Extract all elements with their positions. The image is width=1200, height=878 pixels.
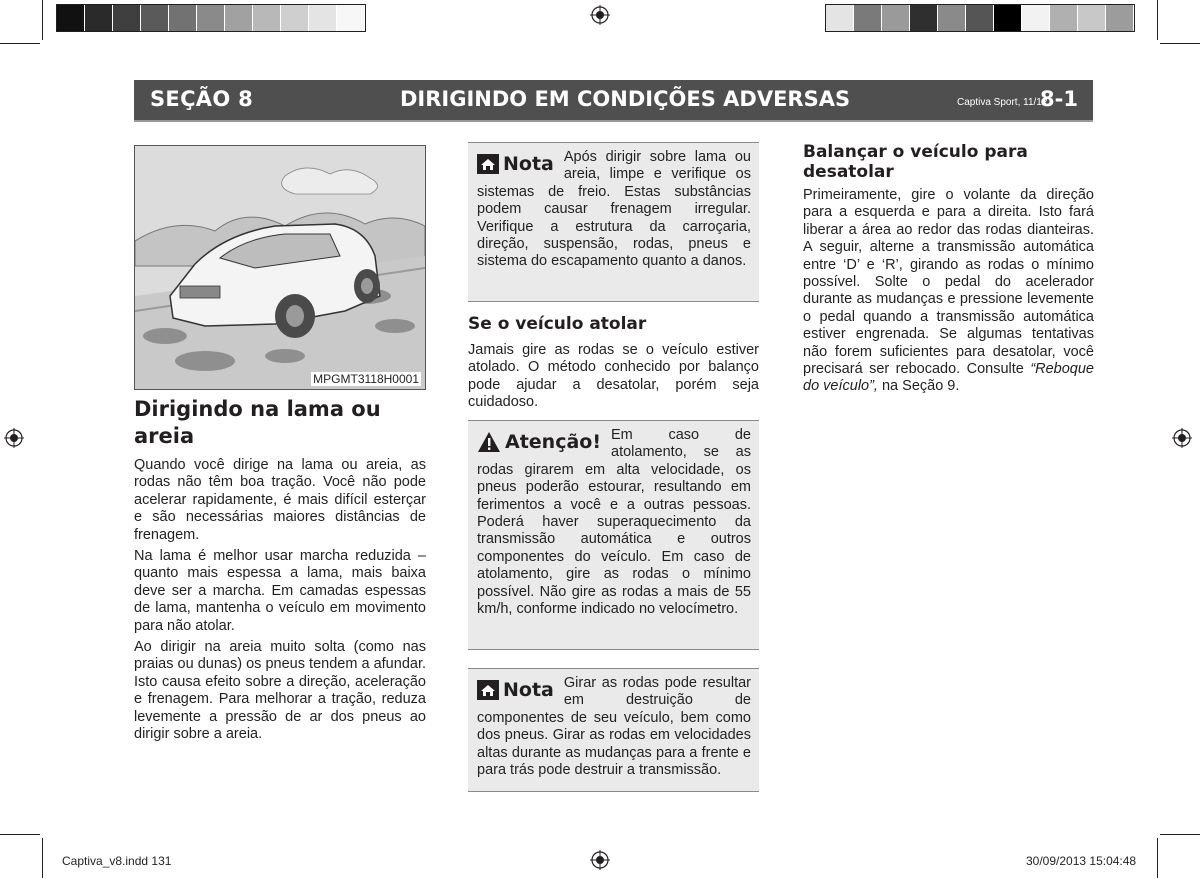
color-swatch: [994, 5, 1022, 31]
note-text: Girar as rodas pode resultar em destruição de componentes de seu veículo, bem como dos pneus. Girar as rodas em velocidades altas durante as mudanças para a frente e para trás pode destruir a transmissão.: [477, 675, 751, 779]
section-title: DIRIGINDO EM CONDIÇÕES ADVERSAS: [400, 87, 851, 111]
note-icon: [477, 154, 499, 174]
color-swatch: [197, 5, 225, 31]
registration-mark-icon: [1172, 428, 1192, 448]
color-swatch: [826, 5, 854, 31]
note-label: Nota: [503, 153, 554, 175]
color-swatch: [113, 5, 141, 31]
note-box-cleaning: [468, 142, 759, 302]
crop-mark: [1160, 834, 1200, 835]
crop-mark: [0, 834, 40, 835]
color-swatch: [337, 5, 365, 31]
crop-mark: [42, 0, 43, 40]
crop-mark: [1160, 43, 1200, 44]
paragraph-1: Quando você dirige na lama ou areia, as rodas não têm boa tração. Você não pode acelerar rapidamente, é mais difícil esterçar e são necessárias maiores distâncias de frenagem.: [134, 457, 426, 543]
color-swatch: [854, 5, 882, 31]
section-header: [134, 80, 1093, 122]
warning-text: Em caso de atolamento, se as rodas girarem em alta velocidade, os pneus poderão estourar, resultando em ferimentos a você e a outras pessoas. Poderá haver superaquecimento da transmissão automática e outros componentes do veículo. Em caso de atolamento, gire as rodas o mínimo possível. Não gire as rodas a mais de 55 km/h, conforme indicado no velocímetro.: [477, 427, 751, 618]
color-swatch: [882, 5, 910, 31]
color-bar-left: [56, 4, 366, 32]
color-swatch: [169, 5, 197, 31]
crop-mark: [42, 838, 43, 878]
registration-mark-icon: [590, 850, 610, 870]
note-badge: [477, 153, 554, 175]
crop-mark: [1157, 838, 1158, 878]
note-icon: [477, 680, 499, 700]
color-swatch: [141, 5, 169, 31]
car-illustration-image: [135, 146, 425, 389]
color-swatch: [966, 5, 994, 31]
rocking-text-end: na Seção 9.: [877, 378, 960, 395]
color-swatch: [57, 5, 85, 31]
rocking-text: Primeiramente, gire o volante da direção para a esquerda e para a direita. Isto fará liberar a área ao redor das rodas dianteiras. A seguir, alterne a transmissão automática entre ‘D’ e ‘R’, girando as rodas o mínimo possível. Solte o pedal do acelerador durante as mudanças e pressione levemente o pedal quando a transmissão automática estiver engrenada. Se algumas tentativas não forem suficientes para desatolar, você precisará ser rebocado. Consulte: [803, 187, 1094, 378]
color-swatch: [1078, 5, 1106, 31]
car-in-mud-illustration: [134, 145, 426, 390]
vehicle-model: Captiva Sport, 11/12: [957, 97, 1048, 108]
note-box-wheels: [468, 668, 759, 792]
color-swatch: [281, 5, 309, 31]
color-swatch: [910, 5, 938, 31]
registration-mark-icon: [4, 428, 24, 448]
color-swatch: [225, 5, 253, 31]
color-swatch: [309, 5, 337, 31]
crop-mark: [0, 43, 40, 44]
color-swatch: [1050, 5, 1078, 31]
paragraph-stuck: Jamais gire as rodas se o veículo estiver atolado. O método conhecido por balanço pode ajudar a desatolar, porém seja cuidadoso.: [468, 342, 759, 411]
color-swatch: [85, 5, 113, 31]
warning-box: [468, 420, 759, 650]
color-swatch: [1022, 5, 1050, 31]
paragraph-rocking: [803, 187, 1094, 396]
figure-code: MPGMT3118H0001: [313, 372, 419, 386]
crop-mark: [1157, 0, 1158, 40]
paragraph-2: Na lama é melhor usar marcha reduzida – quanto mais espessa a lama, mais baixa deve ser a marcha. Em camadas espessas de lama, mantenha o veículo em movimento para não atolar.: [134, 548, 426, 634]
color-swatch: [1106, 5, 1134, 31]
note-label: Nota: [503, 679, 554, 701]
color-bar-right: [825, 4, 1135, 32]
warning-badge: [477, 431, 601, 453]
color-swatch: [938, 5, 966, 31]
towing-reference: “Reboque do veículo”,: [803, 361, 1094, 395]
footer-file: Captiva_v8.indd 131: [62, 854, 172, 868]
paragraph-3: Ao dirigir na areia muito solta (como nas praias ou dunas) os pneus tendem a afundar. Isto causa efeito sobre a direção, aceleração e frenagem. Para melhorar a tração, reduza levemente a pressão de ar dos pneus ao dirigir sobre a areia.: [134, 639, 426, 743]
heading-rocking: Balançar o veículo para desatolar: [803, 142, 1028, 182]
warning-label: Atenção!: [505, 431, 602, 453]
heading-stuck-vehicle: Se o veículo atolar: [468, 314, 647, 334]
color-swatch: [253, 5, 281, 31]
page-number: 8-1: [1040, 87, 1078, 111]
heading-mud-sand: Dirigindo na lama ou areia: [134, 397, 381, 448]
section-number: SEÇÃO 8: [150, 87, 254, 111]
footer-datetime: 30/09/2013 15:04:48: [1026, 854, 1137, 868]
note-text: Após dirigir sobre lama ou areia, limpe e verifique os sistemas de freio. Estas substâncias podem causar frenagem irregular. Verifique a estrutura da carroçaria, direção, suspensão, rodas, pneus e sistema do escapamento quanto a danos.: [477, 149, 751, 270]
registration-mark-icon: [590, 5, 610, 25]
warning-triangle-icon: [477, 431, 501, 453]
note-badge: [477, 679, 554, 701]
